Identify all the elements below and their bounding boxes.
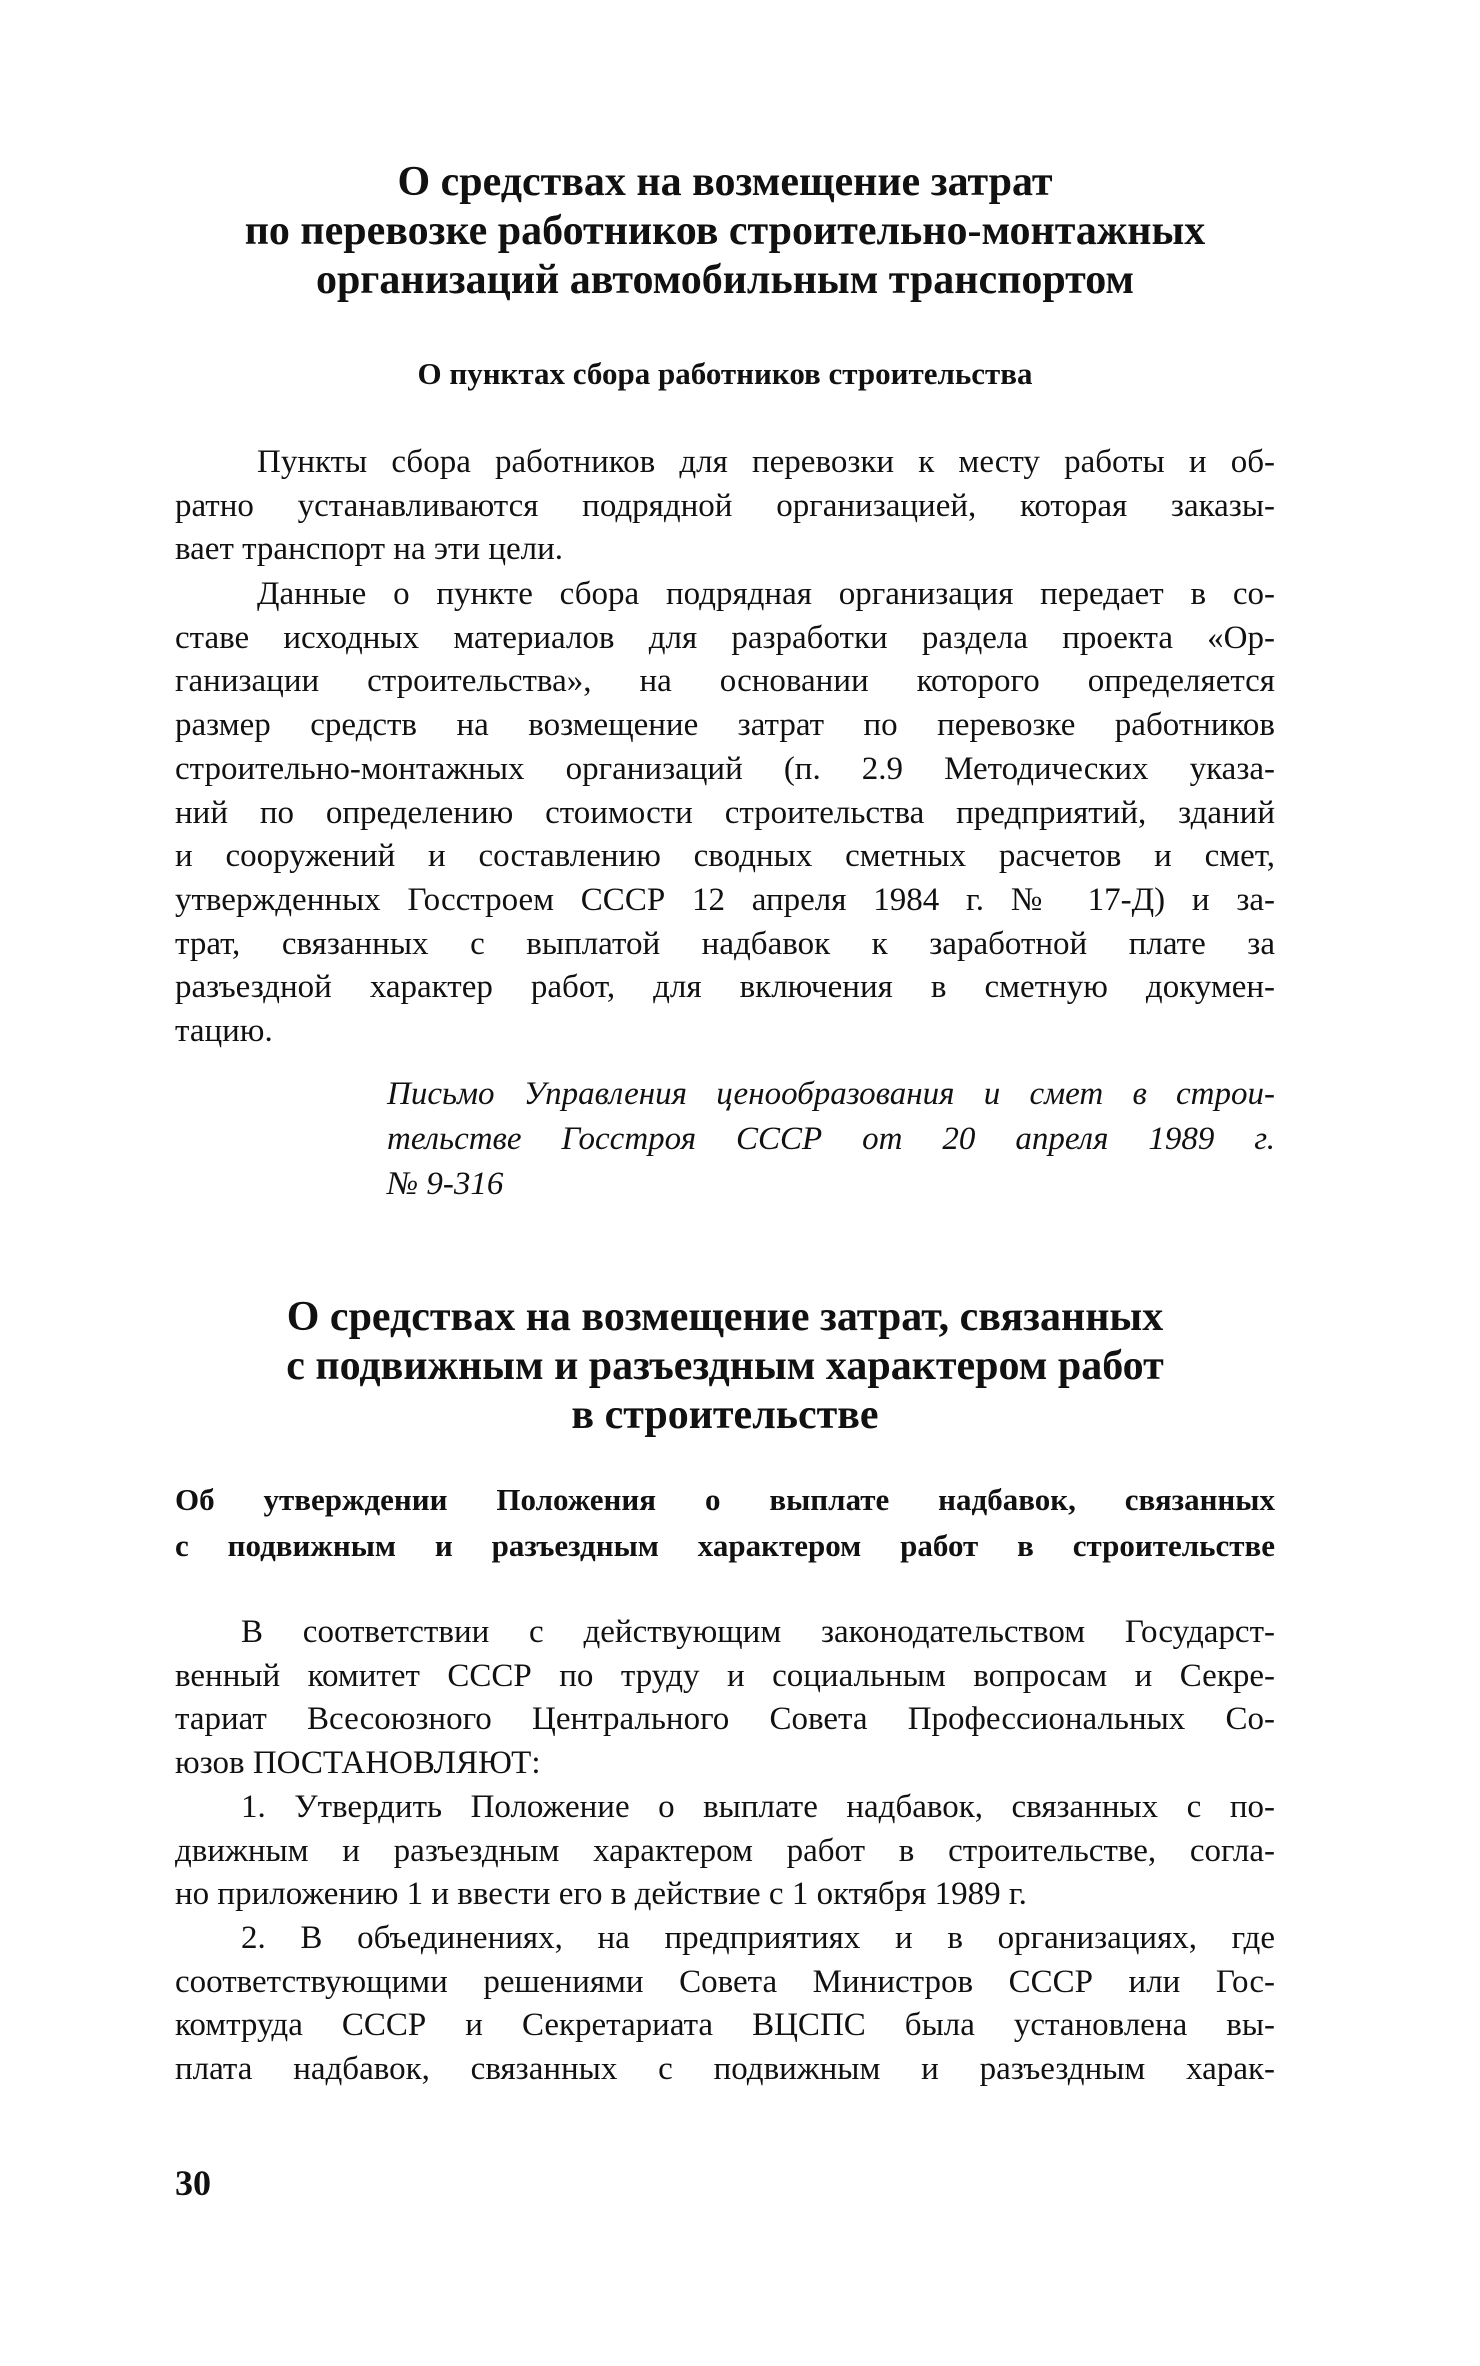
text-line: и сооружений и составлению сводных сметных расчетов и смет,	[175, 838, 1275, 875]
text-line: юзов ПОСТАНОВЛЯЮТ:	[175, 1745, 541, 1782]
signature-line: № 9-316	[387, 1166, 504, 1202]
section1-paragraph-1	[175, 441, 1275, 572]
text-line: строительно-монтажных организаций (п. 2.9 Методических указа-	[175, 750, 1275, 787]
section2-subtitle-line: с подвижным и разъездным характером работ в строительстве	[175, 1528, 1275, 1563]
text-line: тацию.	[175, 1013, 273, 1050]
section2-subtitle	[175, 1477, 1275, 1569]
text-line: 1. Утвердить Положение о выплате надбавок, связанных с по-	[241, 1789, 1275, 1825]
text-line: но приложению 1 и ввести его в действие с 1 октября 1989 г.	[175, 1876, 1027, 1913]
section1-signature	[387, 1072, 1275, 1207]
section1-title-line: по перевозке работников строительно-монтажных	[244, 208, 1206, 254]
text-line: Данные о пункте сбора подрядная организация передает в со-	[257, 576, 1275, 612]
section2-subtitle-line: Об утверждении Положения о выплате надбавок, связанных	[175, 1482, 1275, 1517]
text-line: венный комитет СССР по труду и социальным вопросам и Секре-	[175, 1657, 1275, 1694]
text-line: 2. В объединениях, на предприятиях и в организациях, где	[241, 1920, 1275, 1956]
text-line: ний по определению стоимости строительства предприятий, зданий	[175, 794, 1275, 831]
section1-title-line: О средствах на возмещение затрат	[397, 159, 1053, 205]
section1-paragraph-2	[175, 573, 1275, 1054]
text-line: вает транспорт на эти цели.	[175, 531, 564, 568]
text-line: соответствующими решениями Совета Министров СССР или Гос-	[175, 1963, 1275, 2000]
section2-title-line: в строительстве	[571, 1392, 879, 1438]
section1-subtitle: О пунктах сбора работников строительства	[417, 356, 1033, 391]
text-line: ратно устанавливаются подрядной организацией, которая заказы-	[175, 487, 1275, 524]
section1-title	[175, 158, 1275, 305]
section2-title	[175, 1293, 1275, 1440]
text-line: движным и разъездным характером работ в строительстве, согла-	[175, 1832, 1275, 1869]
text-line: тариат Всесоюзного Центрального Совета Профессиональных Со-	[175, 1701, 1275, 1738]
text-line: ставе исходных материалов для разработки раздела проекта «Ор-	[175, 619, 1275, 656]
section2-paragraph-2	[175, 1786, 1275, 1917]
text-line: плата надбавок, связанных с подвижным и разъездным харак-	[175, 2051, 1275, 2088]
section2-title-line: О средствах на возмещение затрат, связанных	[286, 1294, 1164, 1340]
text-line: Пункты сбора работников для перевозки к месту работы и об-	[257, 444, 1275, 480]
section2-paragraph-1	[175, 1611, 1275, 1786]
text-line: размер средств на возмещение затрат по перевозке работников	[175, 707, 1275, 744]
section1-title-line: организаций автомобильным транспортом	[315, 257, 1135, 303]
text-line: комтруда СССР и Секретариата ВЦСПС была установлена вы-	[175, 2007, 1275, 2044]
text-line: утвержденных Госстроем СССР 12 апреля 1984 г. № 17-Д) и за-	[175, 881, 1275, 918]
text-line: ганизации строительства», на основании которого определяется	[175, 663, 1275, 700]
section2-title-line: с подвижным и разъездным характером работ	[286, 1343, 1164, 1389]
signature-line: тельстве Госстроя СССР от 20 апреля 1989 г.	[387, 1121, 1275, 1157]
page-number: 30	[175, 2163, 211, 2203]
text-line: разъездной характер работ, для включения в сметную докумен-	[175, 969, 1275, 1006]
signature-line: Письмо Управления ценообразования и смет в строи-	[387, 1076, 1275, 1112]
text-line: В соответствии с действующим законодательством Государст-	[241, 1614, 1275, 1650]
section2-paragraph-3	[175, 1917, 1275, 2092]
text-line: трат, связанных с выплатой надбавок к заработной плате за	[175, 925, 1275, 962]
